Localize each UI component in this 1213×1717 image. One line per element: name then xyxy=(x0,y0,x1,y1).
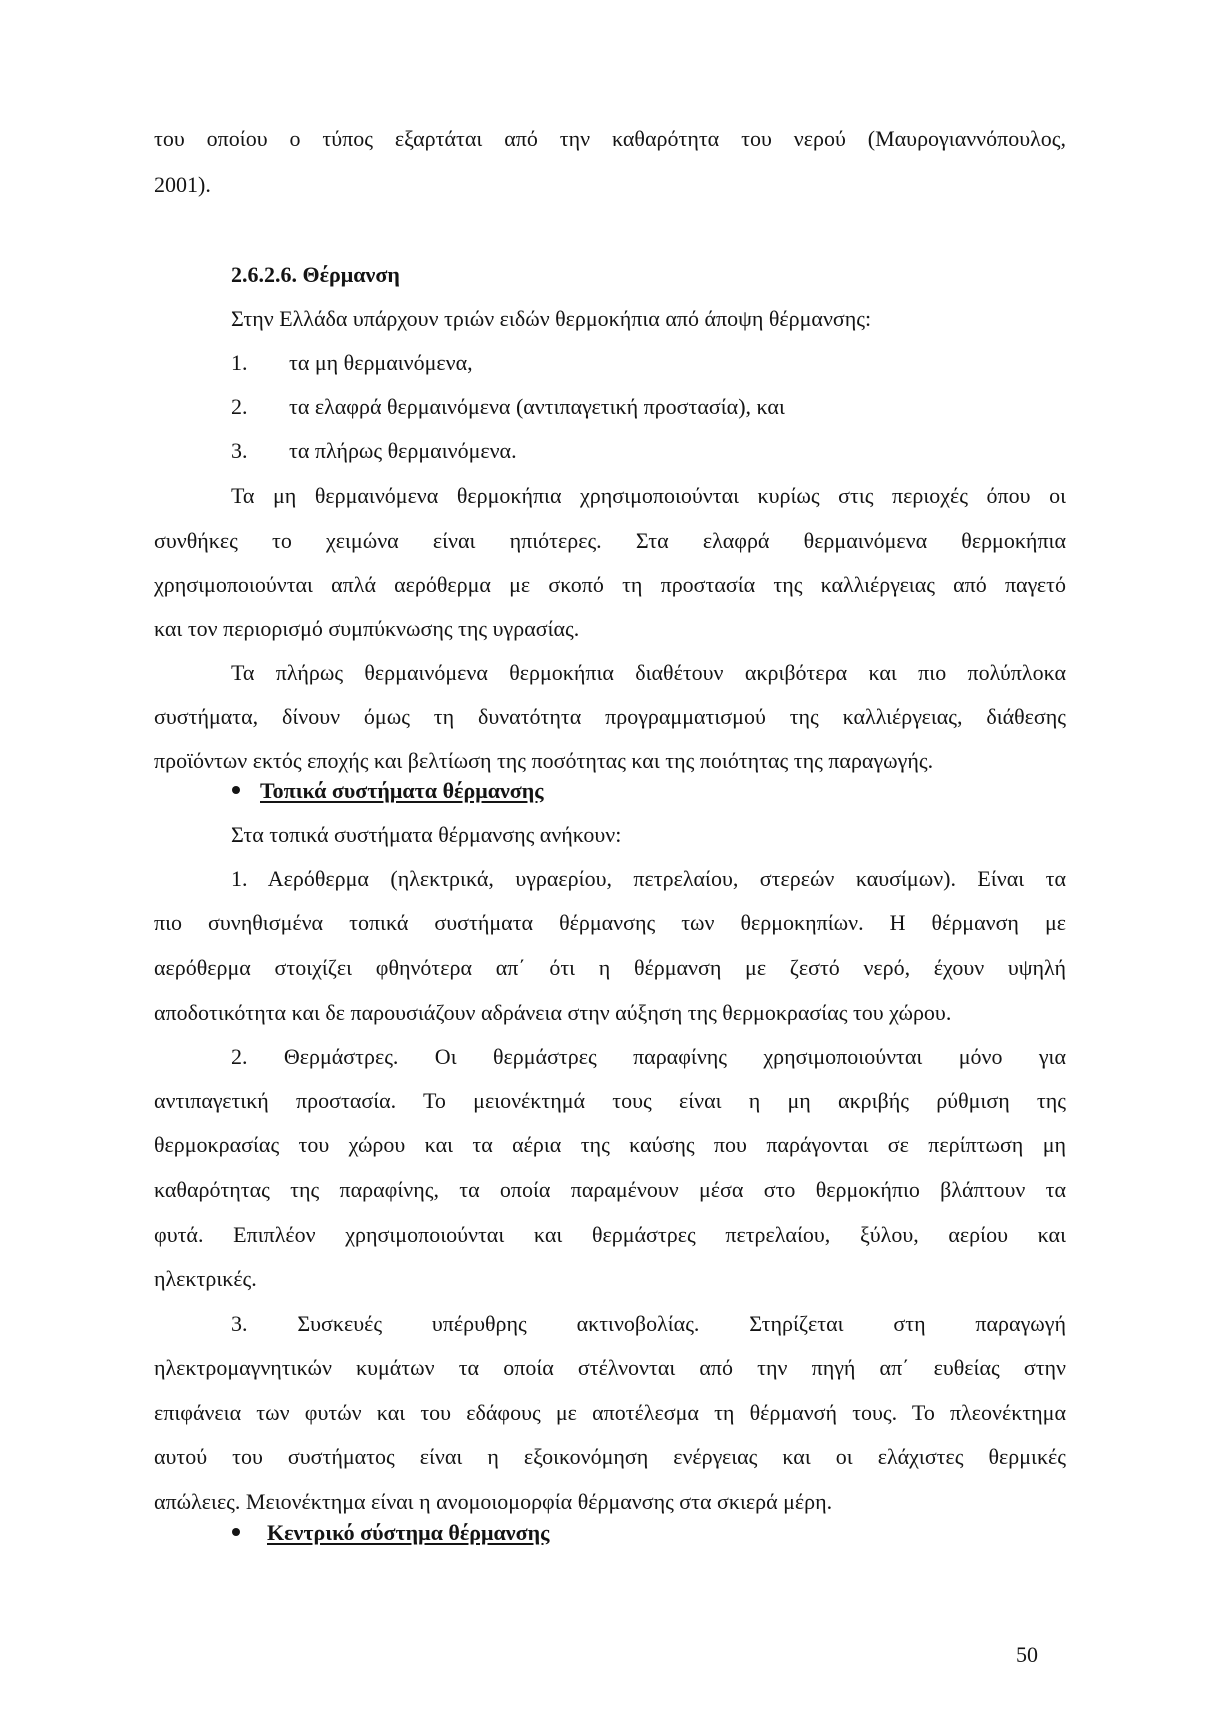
text-line: απώλειες. Μειονέκτημα είναι η ανομοιομορφία θέρμανσης στα σκιερά μέρη. xyxy=(154,1489,833,1514)
text-line: ηλεκτρομαγνητικών κυμάτων τα οποία στέλνονται από την πηγή απ΄ ευθείας στην xyxy=(154,1355,1066,1380)
subsection-heading: Τοπικά συστήματα θέρμανσης xyxy=(260,778,544,803)
list-number: 3. xyxy=(231,438,248,463)
text-line: αυτού του συστήματος είναι η εξοικονόμηση ενέργειας και οι ελάχιστες θερμικές xyxy=(154,1444,1066,1469)
text-line: Στην Ελλάδα υπάρχουν τριών ειδών θερμοκήπια από άποψη θέρμανσης: xyxy=(231,306,872,331)
list-item-text: τα ελαφρά θερμαινόμενα (αντιπαγετική προστασία), και xyxy=(289,394,785,419)
text-line: συνθήκες το χειμώνα είναι ηπιότερες. Στα ελαφρά θερμαινόμενα θερμοκήπια xyxy=(154,528,1066,553)
text-line: θερμοκρασίας του χώρου και τα αέρια της καύσης που παράγονται σε περίπτωση μη xyxy=(154,1132,1066,1157)
text-line: Τα μη θερμαινόμενα θερμοκήπια χρησιμοποιούνται κυρίως στις περιοχές όπου οι xyxy=(231,483,1066,508)
text-line: χρησιμοποιούνται απλά αερόθερμα με σκοπό τη προστασία της καλλιέργειας από παγετό xyxy=(154,572,1066,597)
bullet-icon xyxy=(232,1528,240,1536)
text-line: πιο συνηθισμένα τοπικά συστήματα θέρμανσης των θερμοκηπίων. Η θέρμανση με xyxy=(154,910,1066,935)
text-line: και τον περιορισμό συμπύκνωσης της υγρασίας. xyxy=(154,616,580,641)
text-line: Τα πλήρως θερμαινόμενα θερμοκήπια διαθέτουν ακριβότερα και πιο πολύπλοκα xyxy=(231,660,1066,685)
text-line: 2001). xyxy=(154,172,211,197)
section-heading: 2.6.2.6. Θέρμανση xyxy=(231,262,400,287)
list-number: 1. xyxy=(231,350,248,375)
text-line: καθαρότητας της παραφίνης, τα οποία παραμένουν μέσα στο θερμοκήπιο βλάπτουν τα xyxy=(154,1177,1066,1202)
text-line: συστήματα, δίνουν όμως τη δυνατότητα προγραμματισμού της καλλιέργειας, διάθεσης xyxy=(154,704,1066,729)
bullet-icon xyxy=(232,786,240,794)
list-item xyxy=(231,392,1143,422)
text-line: Στα τοπικά συστήματα θέρμανσης ανήκουν: xyxy=(231,822,622,847)
text-line: του οποίου ο τύπος εξαρτάται από την καθαρότητα του νερού (Μαυρογιαννόπουλος, xyxy=(154,126,1066,151)
list-item xyxy=(231,436,1143,466)
text-line: φυτά. Επιπλέον χρησιμοποιούνται και θερμάστρες πετρελαίου, ξύλου, αερίου και xyxy=(154,1222,1066,1247)
text-line: ηλεκτρικές. xyxy=(154,1266,257,1291)
text-line: 1. Αερόθερμα (ηλεκτρικά, υγραερίου, πετρελαίου, στερεών καυσίμων). Είναι τα xyxy=(231,866,1066,891)
text-line: αερόθερμα στοιχίζει φθηνότερα απ΄ ότι η θέρμανση με ζεστό νερό, έχουν υψηλή xyxy=(154,955,1066,980)
page-number: 50 xyxy=(1016,1642,1038,1667)
list-item-text: τα μη θερμαινόμενα, xyxy=(289,350,473,375)
text-line: 2. Θερμάστρες. Οι θερμάστρες παραφίνης χρησιμοποιούνται μόνο για xyxy=(231,1044,1066,1069)
list-item xyxy=(231,348,1143,378)
text-line: επιφάνεια των φυτών και του εδάφους με αποτέλεσμα τη θέρμανσή τους. Το πλεονέκτημα xyxy=(154,1400,1066,1425)
text-line: προϊόντων εκτός εποχής και βελτίωση της ποσότητας και της ποιότητας της παραγωγής. xyxy=(154,748,934,773)
subsection-heading: Κεντρικό σύστημα θέρμανσης xyxy=(267,1520,550,1545)
text-line: αποδοτικότητα και δε παρουσιάζουν αδράνεια στην αύξηση της θερμοκρασίας του χώρου. xyxy=(154,1000,952,1025)
list-number: 2. xyxy=(231,394,248,419)
list-item-text: τα πλήρως θερμαινόμενα. xyxy=(289,438,517,463)
text-line: αντιπαγετική προστασία. Το μειονέκτημά τους είναι η μη ακριβής ρύθμιση της xyxy=(154,1088,1066,1113)
text-line: 3. Συσκευές υπέρυθρης ακτινοβολίας. Στηρίζεται στη παραγωγή xyxy=(231,1311,1066,1336)
